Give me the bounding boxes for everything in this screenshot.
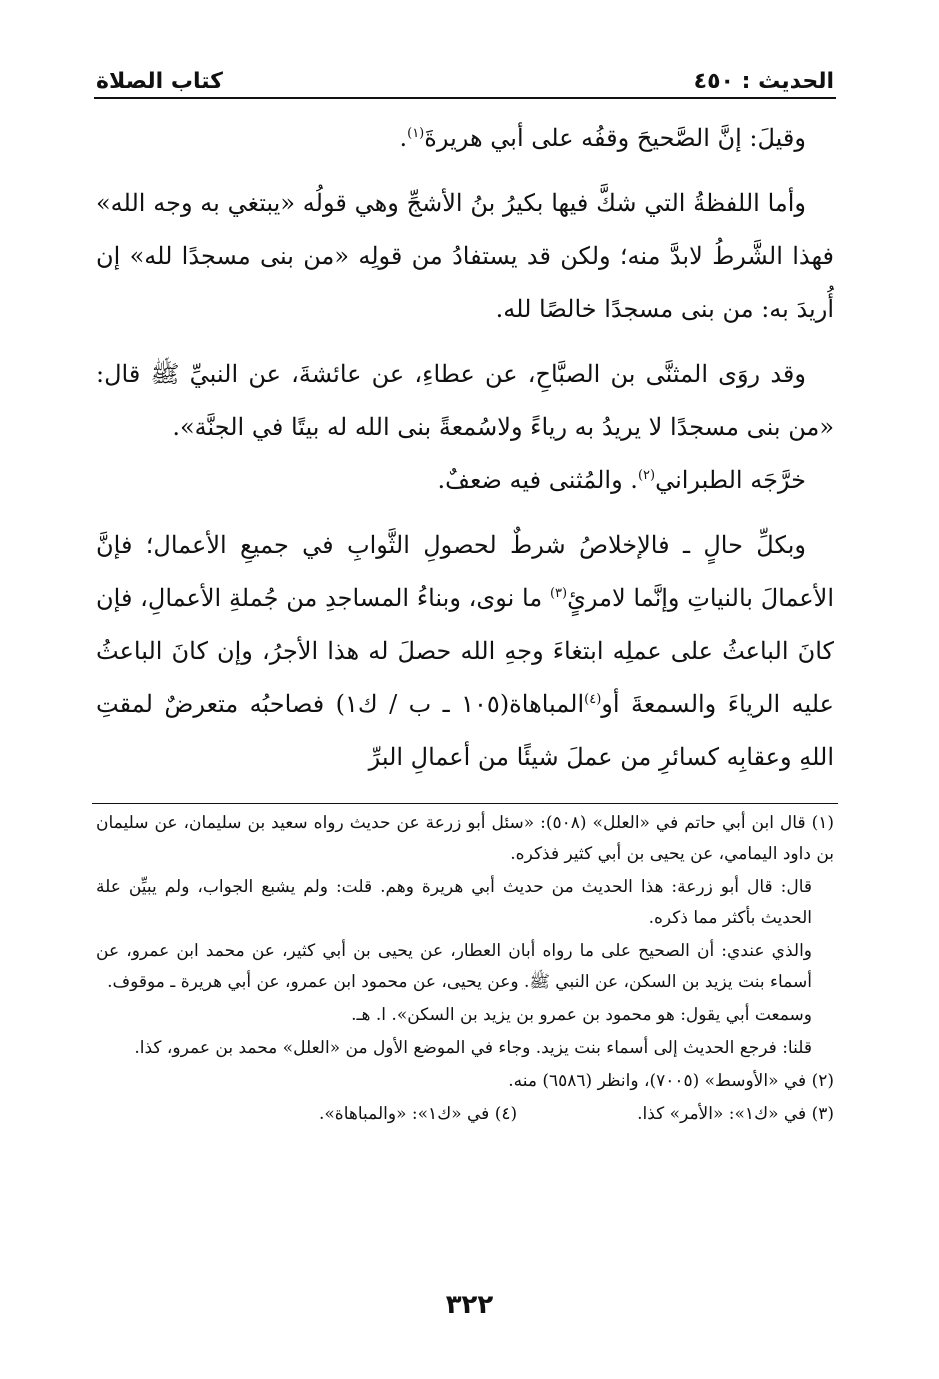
footnote-rule [92,803,838,804]
paragraph-5 [96,519,834,784]
paragraph-5-text-a: وبكلِّ حالٍ ـ فالإخلاصُ شرطٌ لحصولِ الثَّوابِ في جميعِ الأعمال؛ فإنَّ الأعمالَ بالنياتِ وإنَّما لامرئٍ [96,531,834,612]
footnotes [96,808,834,1130]
footnote-1-line-3: والذي عندي: أن الصحيح على ما رواه أبان العطار، عن يحيى بن أبي كثير، عن محمد ابن عمرو، عن أسماء بنت يزيد بن السكن، عن النبي ﷺ. وعن يحيى، عن محمود ابن عمرو، عن أبي هريرة ـ موقوف. [96,941,812,992]
hadith-reference: الحديث : ٤٥٠ [693,69,834,94]
main-text [96,112,834,796]
footnote-3: (٣) في «ك١»: «الأمر» كذا. [637,1104,834,1124]
footnote-1-line-4: وسمعت أبي يقول: هو محمود بن عمرو بن يزيد بن السكن». ا. هـ. [351,1005,812,1025]
chapter-title: كتاب الصلاة [96,69,223,94]
footnote-marker-1: (١) [407,126,425,141]
footnote-marker-4: (٤) [584,692,602,707]
running-header [96,60,834,94]
page-number: ٣٢٢ [445,1290,494,1320]
paragraph-1: وقيلَ: إنَّ الصَّحيحَ وقفُه على أبي هريرةَ$^{(١)}$. [399,124,806,152]
paragraph-5-text-c: المباهاة(١٠٥ ـ ب / ك١) فصاحبُه متعرضٌ لمقتِ اللهِ وعقابِه كسائرِ من عملَ شيئًا من أعمالِ البرِّ [96,690,834,771]
footnote-1-line-5: قلنا: فرجع الحديث إلى أسماء بنت يزيد. وجاء في الموضع الأول من «العلل» محمد بن عمرو، كذا. [134,1038,812,1058]
paragraph-4-text-a: خرَّجَه الطبراني [655,466,806,494]
paragraph-2: وأما اللفظةُ التي شكَّ فيها بكيرُ بنُ الأشجِّ وهي قولُه «يبتغي به وجه الله» فهذا الشَّرطُ لابدَّ منه؛ ولكن قد يستفادُ من قولِه «من بنى مسجدًا لله» إن أُريدَ به: من بنى مسجدًا خالصًا لله. [96,189,834,323]
footnote-4: (٤) في «ك١»: «والمباهاة». [319,1104,518,1124]
paragraph-4-text-b: . والمُثنى فيه ضعفٌ. [437,466,638,494]
footnote-1-line-2: قال: قال أبو زرعة: هذا الحديث من حديث أبي هريرة وهم. قلت: ولم يشبع الجواب، ولم يبيِّن علة الحديث بأكثر مما ذكره. [96,877,812,928]
footnote-2: (٢) في «الأوسط» (٧٠٠٥)، وانظر (٦٥٨٦) منه. [508,1071,834,1091]
header-rule [94,97,836,99]
footnote-1-line-1: (١) قال ابن أبي حاتم في «العلل» (٥٠٨): «سئل أبو زرعة عن حديث رواه سعيد بن سليمان، عن سليمان بن داود اليمامي، عن يحيى بن أبي كثير فذكره. [96,813,834,864]
footnote-marker-2: (٢) [637,468,656,483]
paragraph-3: وقد روَى المثنَّى بن الصبَّاحِ، عن عطاءِ، عن عائشةَ، عن النبيِّ ﷺ قال: «من بنى مسجدًا لا يريدُ به رياءً ولاسُمعةً بنى الله له بيتًا في الجنَّة». [96,360,834,441]
footnote-row-3-4 [96,1099,834,1130]
footnote-marker-3: (٣) [549,586,568,601]
paragraph-5-text-b: ما نوى، وبناءُ المساجدِ من جُملةِ الأعمالِ، فإن كانَ الباعثُ على عملِه ابتغاءَ وجهِ الله حصلَ له هذا الأجرُ، وإن كانَ الباعثُ عليه الرياءَ والسمعةَ أو [96,584,835,718]
paragraph-4 [96,454,834,507]
paragraph-1-text: وقيلَ: إنَّ الصَّحيحَ وقفُه على أبي هريرةَ [424,124,806,152]
